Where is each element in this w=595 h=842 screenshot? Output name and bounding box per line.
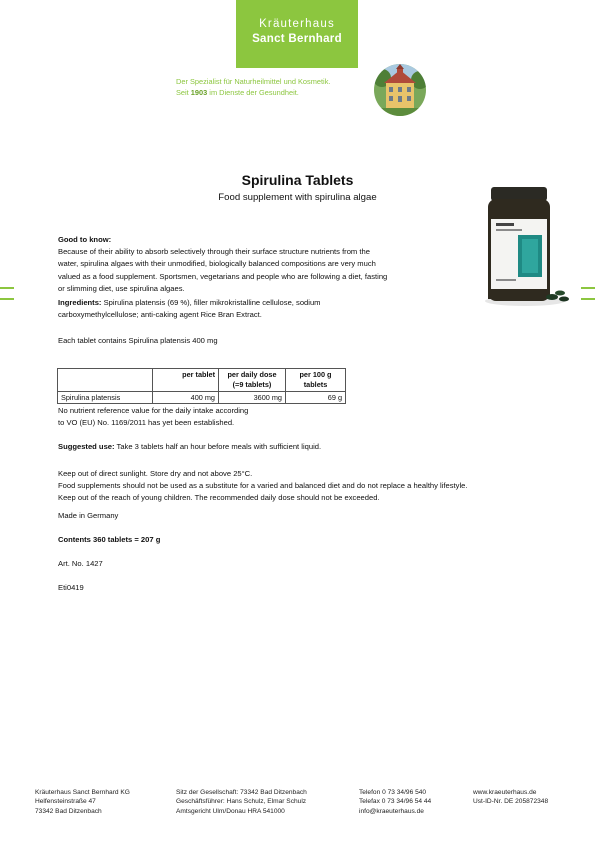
table-cell: 69 g [286, 392, 346, 404]
nrv-line: to VO (EU) No. 1169/2011 has yet been established. [58, 418, 235, 428]
footer-line: Kräuterhaus Sanct Bernhard KG [35, 789, 130, 796]
brand-name-line2: Sanct Bernhard [252, 33, 342, 45]
suggested-use-text: Take 3 tablets half an hour before meals with sufficient liquid. [114, 442, 322, 451]
table-header-cell: per daily dose (=9 tablets) [219, 369, 286, 392]
product-title: Spirulina Tablets [241, 172, 354, 188]
footer-line: Geschäftsführer: Hans Schulz, Elmar Schulz [176, 798, 307, 806]
fold-mark-right-bottom [581, 298, 595, 300]
good-to-know-line: Because of their ability to absorb selectively through their surface structure nutrients from the [58, 247, 370, 257]
warnings-section [58, 468, 558, 505]
brand-name-line1: Kräuterhaus [259, 18, 335, 30]
warning-line: Keep out of the reach of young children. The recommended daily dose should not be exceeded. [58, 493, 380, 503]
table-header-cell [58, 369, 153, 392]
footer-email-link[interactable]: info@kraeuterhaus.de [359, 807, 424, 815]
good-to-know-heading: Good to know: [58, 235, 112, 244]
fold-mark-right-top [581, 287, 595, 289]
footer-website-link[interactable]: www.kraeuterhaus.de [473, 789, 537, 796]
table-header-row [58, 369, 346, 392]
contents-text: Contents 360 tablets = 207 g [58, 535, 161, 544]
fold-mark-left-bottom [0, 298, 14, 300]
product-subtitle: Food supplement with spirulina algae [218, 192, 377, 203]
nutrition-table [57, 368, 346, 404]
footer-line: Telefon 0 73 34/96 540 [359, 789, 427, 796]
suggested-use [58, 441, 538, 453]
good-to-know-section [58, 234, 538, 295]
made-in-text: Made in Germany [58, 511, 119, 520]
footer-col-contact [359, 788, 431, 816]
table-cell: 3600 mg [219, 392, 286, 404]
good-to-know-line: water, spirulina algaes with their unmodified, biologically balanced compositions are very much [58, 259, 376, 269]
footer-line: Amtsgericht Ulm/Donau HRA 541000 [176, 807, 285, 815]
footer-line: 73342 Bad Ditzenbach [35, 807, 102, 815]
footer-col-legal [176, 788, 307, 816]
warning-line: Keep out of direct sunlight. Store dry and not above 25°C. [58, 469, 253, 478]
brand-logo [236, 0, 358, 68]
nrv-note [58, 405, 538, 429]
footer-line: Sitz der Gesellschaft: 73342 Bad Ditzenbach [176, 789, 307, 796]
brand-tagline [176, 77, 330, 98]
tagline-year: 1903 [190, 87, 208, 97]
table-header-cell: per 100 g tablets [286, 369, 346, 392]
each-tablet-text: Each tablet contains Spirulina platensis 400 mg [58, 336, 218, 345]
article-number: Art. No. 1427 [58, 559, 103, 568]
suggested-use-label: Suggested use: [58, 442, 115, 451]
nrv-line: No nutrient reference value for the daily intake according [58, 406, 249, 415]
table-cell: 400 mg [153, 392, 219, 404]
tagline-line2: Seit 1903 im Dienste der Gesundheit. [176, 87, 299, 97]
good-to-know-line: or slimming diet, use spirulina algaes. [58, 283, 185, 293]
ingredients-text: Spirulina platensis (69 %), filler mikrokristalline cellulose, sodium [101, 298, 321, 307]
ingredients-section [58, 297, 538, 321]
table-cell: Spirulina platensis [58, 392, 153, 404]
warning-line: Food supplements should not be used as a substitute for a varied and balanced diet and do not replace a healthy lifestyle. [58, 481, 468, 491]
footer-line: Telefax 0 73 34/96 54 44 [359, 798, 432, 806]
footer-col-company [35, 788, 130, 816]
footer-col-web [473, 788, 548, 807]
footer-line: Helfensteinstraße 47 [35, 798, 96, 806]
good-to-know-line: valued as a food supplement. Sportsmen, vegetarians and people who are following a diet, fasting [58, 271, 388, 281]
building-photo [374, 64, 426, 116]
fold-mark-left-top [0, 287, 14, 289]
footer-line: Ust-ID-Nr. DE 205872348 [473, 798, 549, 806]
ingredients-text-2: carboxymethylcellulose; anti-caking agent Rice Bran Extract. [58, 310, 262, 320]
table-header-cell: per tablet [153, 369, 219, 392]
tagline-line1: Der Spezialist für Naturheilmittel und Kosmetik. [176, 77, 331, 86]
eti-code: Eti0419 [58, 583, 84, 592]
table-row [58, 392, 346, 404]
ingredients-label: Ingredients: [58, 298, 102, 307]
